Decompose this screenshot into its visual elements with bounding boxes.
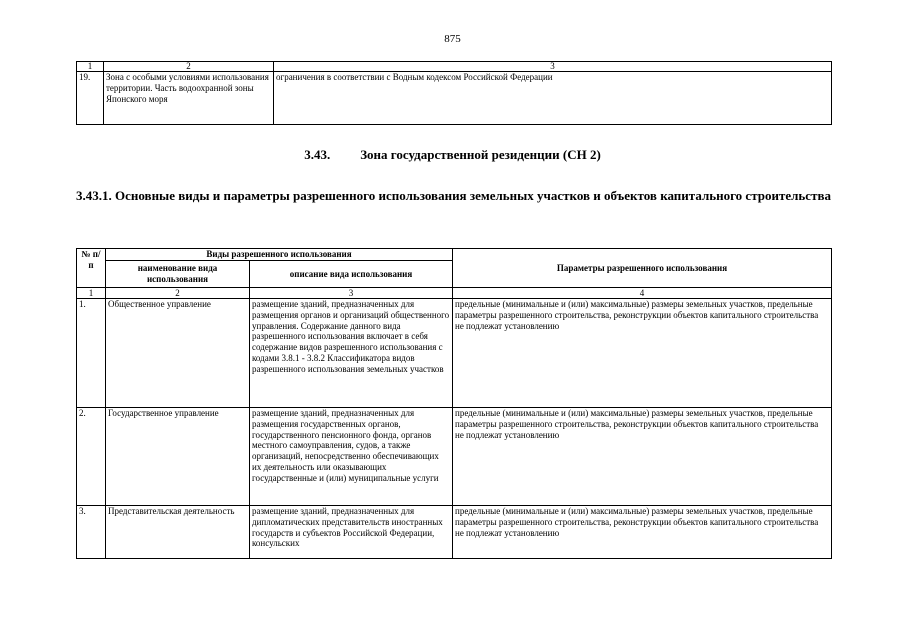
top-table-header-row [77,62,832,72]
use-params: предельные (минимальные и (или) максимальные) размеры земельных участков, предельные параметры разрешенного строительства, реконструкции объектов капитального строительства не подлежат установлению [453,408,832,506]
zone-description: ограничения в соответствии с Водным кодексом Российской Федерации [274,72,832,125]
top-table-col-number: 2 [104,62,274,72]
row-number: 2. [77,408,106,506]
header-group: Виды разрешенного использования [106,249,453,261]
page-number: 875 [444,33,461,45]
subsection-title: 3.43.1. Основные виды и параметры разрешенного использования земельных участков и объектов капитального строительства [76,188,831,203]
row-number: 3. [77,506,106,559]
col-number: 4 [453,288,832,299]
header-params: Параметры разрешенного использования [453,249,832,288]
use-description: размещение зданий, предназначенных для размещения государственных органов, государственного пенсионного фонда, органов местного самоуправления, судов, а также организаций, непосредственно обеспечивающих их деятельность или оказывающих государственные и (или) муниципальные услуги [250,408,453,506]
col-number: 1 [77,288,106,299]
section-title [0,147,905,163]
main-table [76,248,832,559]
header-number: № п/п [77,249,106,288]
table-row [77,299,832,408]
header-name: наименование вида использования [106,261,250,288]
top-table-col-number: 1 [77,62,104,72]
section-name: Зона государственной резиденции (СН 2) [360,147,601,162]
top-table [76,61,832,125]
use-name: Общественное управление [106,299,250,408]
use-params: предельные (минимальные и (или) максимальные) размеры земельных участков, предельные параметры разрешенного строительства, реконструкции объектов капитального строительства не подлежат установлению [453,506,832,559]
table-row [77,506,832,559]
row-number: 19. [77,72,104,125]
use-params: предельные (минимальные и (или) максимальные) размеры земельных участков, предельные параметры разрешенного строительства, реконструкции объектов капитального строительства не подлежат установлению [453,299,832,408]
use-description: размещение зданий, предназначенных для дипломатических представительств иностранных государств и субъектов Российской Федерации, консульских [250,506,453,559]
header-description: описание вида использования [250,261,453,288]
col-number: 3 [250,288,453,299]
table-row [77,408,832,506]
top-table-col-number: 3 [274,62,832,72]
col-number: 2 [106,288,250,299]
main-table-colnum-row [77,288,832,299]
use-description: размещение зданий, предназначенных для размещения органов и организаций общественного управления. Содержание данного вида разрешенного использования включает в себя содержание видов разрешенного использования с кодами 3.8.1 - 3.8.2 Классификатора видов разрешенного использования земельных участков [250,299,453,408]
main-table-header-row [77,249,832,261]
table-row [77,72,832,125]
row-number: 1. [77,299,106,408]
use-name: Государственное управление [106,408,250,506]
zone-name: Зона с особыми условиями использования территории. Часть водоохранной зоны Японского моря [104,72,274,125]
use-name: Представительская деятельность [106,506,250,559]
section-number: 3.43. [304,147,331,162]
